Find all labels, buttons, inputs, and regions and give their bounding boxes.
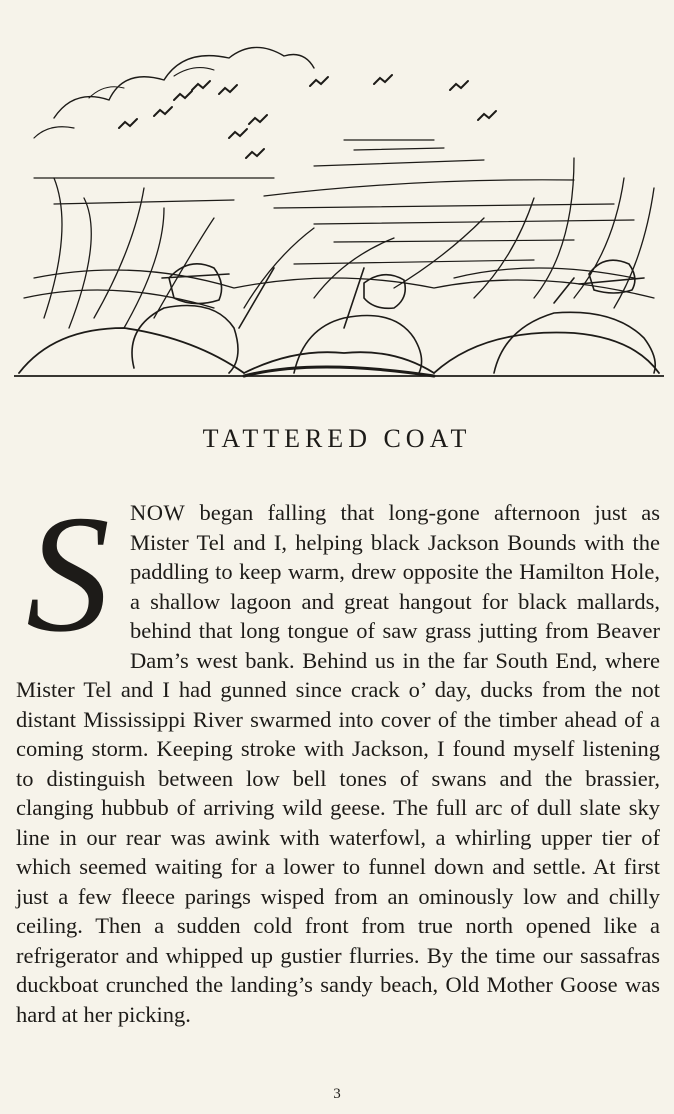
drop-cap-letter: S — [26, 498, 110, 646]
drop-cap-s — [16, 498, 126, 646]
chapter-title: TATTERED COAT — [202, 424, 472, 453]
opening-paragraph — [16, 498, 660, 1029]
lead-capitals: NOW — [130, 500, 186, 525]
body-text: began falling that long-gone afternoon just as Mister Tel and I, helping black Jackson Bounds with the paddling to keep warm, drew opposite the Hamilton Hole, a shallow lagoon and great hangout for black mallards, behind that long tongue of saw grass jutting from Beaver Dam’s west bank. Behind us in the far South End, where Mister Tel and I had gunned since crack o’ day, ducks from the not distant Mississippi River swarmed into cover of the timber ahead of a coming storm. Keeping stroke with Jackson, I found myself listening to distinguish between low bell tones of swans and the brassier, clanging hubbub of arriving wild geese. The full arc of dull slate sky line in our rear was awink with waterfowl, a whirling upper tier of which seemed waiting for a lower to funnel down and settle. At first just a few fleece parings wisped from an ominously low and chilly ceiling. Then a sudden cold front from true north opened like a refrigerator and whipped up gustier flurries. By the time our sassafras duckboat crunched the landing’s sandy beach, Old Mother Goose was hard at her picking. — [16, 500, 660, 1027]
duck-blind-illustration — [14, 28, 664, 380]
page-number: 3 — [333, 1086, 341, 1102]
duck-hunters-in-blind-sketch-icon — [14, 28, 664, 380]
